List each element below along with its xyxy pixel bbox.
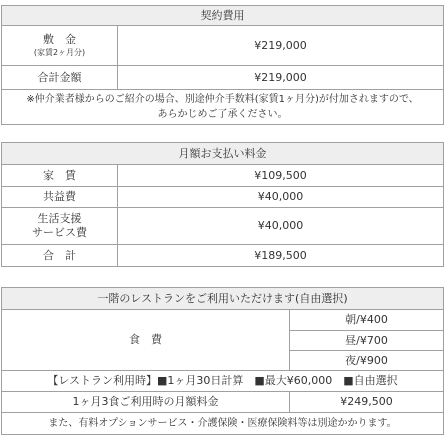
- contract-fee-table: [1, 5, 444, 125]
- support-service-label-line2: サービス費: [32, 226, 87, 239]
- deposit-value: ¥219,000: [118, 26, 444, 66]
- common-fee-label: 共益費: [2, 187, 118, 208]
- support-service-label-line1: 生活支援: [37, 212, 82, 225]
- monthly-payment-title: 月額お支払い料金: [2, 143, 444, 165]
- restaurant-table: [1, 287, 444, 435]
- support-service-label: [2, 208, 118, 245]
- breakfast-price: 朝/¥400: [290, 310, 444, 331]
- lunch-price: 昼/¥700: [290, 331, 444, 351]
- contract-note: [2, 90, 444, 125]
- restaurant-monthly-label: 1ヶ月3食ご利用時の月額料金: [2, 392, 290, 413]
- restaurant-usage-note: 【レストラン利用時】■1ヶ月30日計算 ■最大¥60,000 ■自由選択: [2, 371, 444, 392]
- rent-value: ¥109,500: [118, 165, 444, 187]
- restaurant-monthly-value: ¥249,500: [290, 392, 444, 413]
- deposit-label: 敷 金: [43, 33, 76, 46]
- deposit-label-cell: [2, 26, 118, 66]
- common-fee-value: ¥40,000: [118, 187, 444, 208]
- table-row: [2, 187, 444, 208]
- monthly-total-label: 合 計: [2, 245, 118, 267]
- monthly-payment-table: [1, 142, 444, 267]
- contract-note-line2: あらかじめご了承ください。: [157, 109, 288, 120]
- contract-fee-title: 契約費用: [2, 6, 444, 26]
- meal-label: 食 費: [2, 310, 290, 371]
- monthly-total-value: ¥189,500: [118, 245, 444, 267]
- deposit-sub-label: (家賃2ヶ月分): [33, 48, 86, 57]
- rent-label: 家 賃: [2, 165, 118, 187]
- contract-total-value: ¥219,000: [118, 66, 444, 90]
- table-row: [2, 208, 444, 245]
- table-row: [2, 165, 444, 187]
- contract-total-label: 合計金額: [2, 66, 118, 90]
- restaurant-title: 一階のレストランをご利用いただけます(自由選択): [2, 288, 444, 310]
- restaurant-footer-note: また、有料オプションサービス・介護保険・医療保険料等は別途かかります。: [2, 413, 444, 435]
- dinner-price: 夜/¥900: [290, 351, 444, 371]
- contract-note-line1: ※仲介業者様からのご紹介の場合、別途仲介手数料(家賃1ヶ月分)が付加されますので、: [26, 94, 419, 105]
- support-service-value: ¥40,000: [118, 208, 444, 245]
- table-row: [2, 245, 444, 267]
